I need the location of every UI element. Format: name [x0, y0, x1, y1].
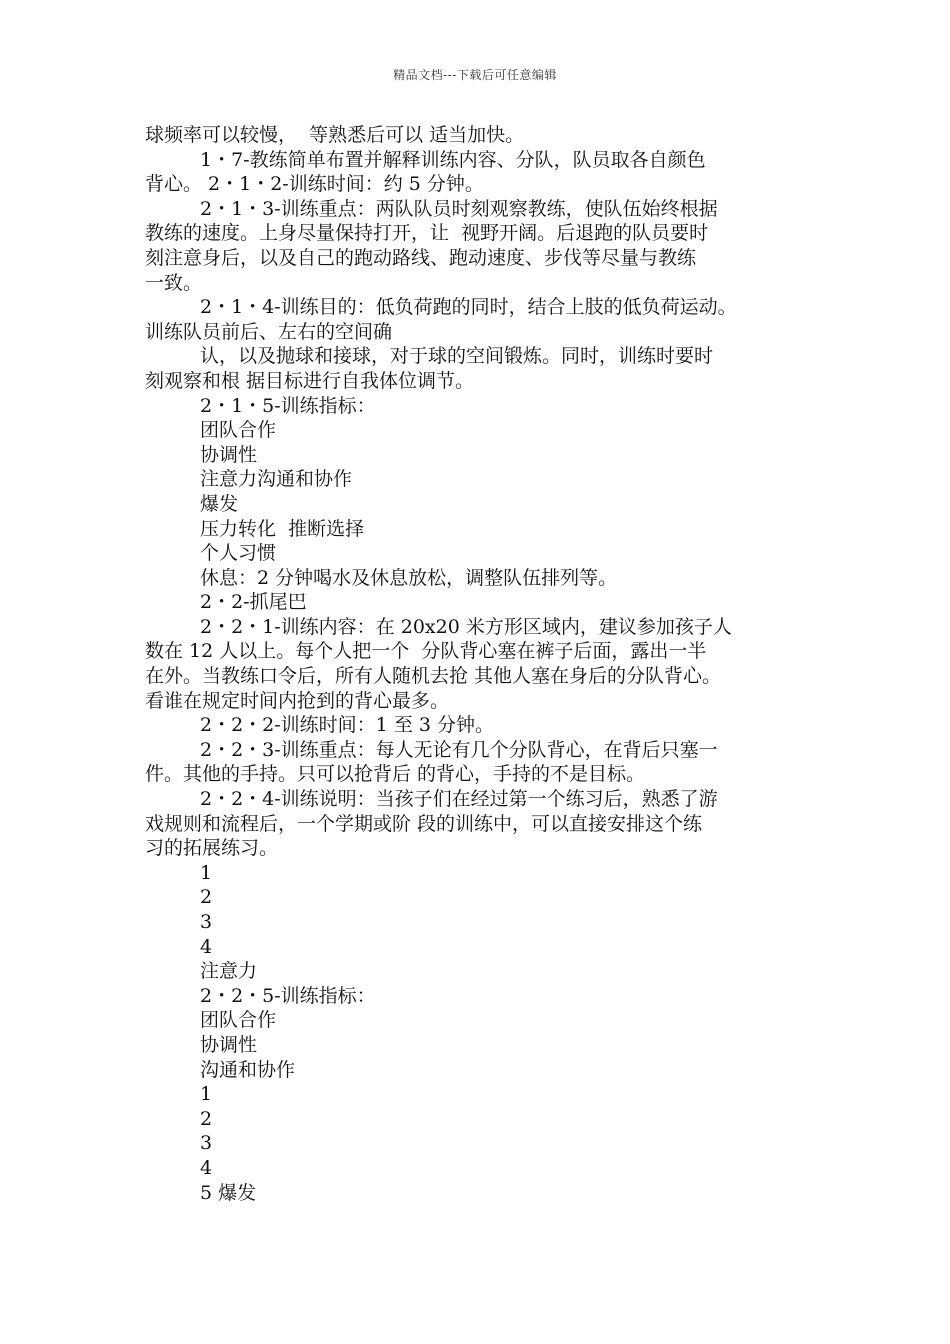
- text-line: 协调性: [200, 443, 258, 466]
- text-line: 注意力沟通和协作: [200, 468, 353, 491]
- text-line: 团队合作: [200, 1009, 277, 1032]
- text-line: 1: [200, 1083, 213, 1106]
- text-line: 戏规则和流程后，一个学期或阶 段的训练中，可以直接安排这个练: [145, 812, 703, 835]
- text-line: 2・1・5-训练指标：: [200, 394, 376, 417]
- text-line: 背心。 2・1・2-训练时间：约 5 分钟。: [145, 173, 484, 196]
- text-line: 件。其他的手持。只可以抢背后 的背心，手持的不是目标。: [145, 763, 646, 786]
- text-line: 看谁在规定时间内抢到的背心最多。: [145, 689, 450, 712]
- text-line: 2・2・4-训练说明：当孩子们在经过第一个练习后，熟悉了游: [200, 788, 718, 811]
- text-line: 注意力: [200, 960, 258, 983]
- text-line: 团队合作: [200, 419, 277, 442]
- text-line: 数在 12 人以上。每个人把一个 分队背心塞在裤子后面，露出一半: [145, 640, 707, 663]
- text-line: 沟通和协作: [200, 1058, 296, 1081]
- text-line: 4: [200, 1156, 213, 1179]
- text-line: 1・7-教练简单布置并解释训练内容、分队，队员取各自颜色: [200, 148, 706, 171]
- text-line: 2: [200, 886, 213, 909]
- text-line: 协调性: [200, 1033, 258, 1056]
- text-line: 在外。当教练口令后，所有人随机去抢 其他人塞在身后的分队背心。: [145, 665, 722, 688]
- page-header: 精品文档---下载后可任意编辑: [393, 68, 557, 82]
- text-line: 训练队员前后、左右的空间确: [145, 320, 393, 343]
- text-line: 2: [200, 1107, 213, 1130]
- text-line: 5 爆发: [200, 1181, 257, 1204]
- text-line: 一致。: [145, 271, 203, 294]
- text-line: 休息：2 分钟喝水及休息放松，调整队伍排列等。: [200, 566, 618, 589]
- text-line: 1: [200, 861, 213, 884]
- text-line: 刻注意身后，以及自己的跑动路线、跑动速度、步伐等尽量与教练: [145, 246, 697, 269]
- text-line: 习的拓展练习。: [145, 837, 279, 860]
- text-line: 2・2・1-训练内容：在 20x20 米方形区域内，建议参加孩子人: [200, 615, 732, 638]
- text-line: 教练的速度。上身尽量保持打开，让 视野开阔。后退跑的队员要时: [145, 222, 709, 245]
- text-line: 爆发: [200, 492, 239, 515]
- text-line: 2・2・2-训练时间：1 至 3 分钟。: [200, 714, 494, 737]
- text-line: 2・1・4-训练目的：低负荷跑的同时，结合上肢的低负荷运动。: [200, 296, 737, 319]
- text-line: 3: [200, 1132, 213, 1155]
- text-line: 压力转化 推断选择: [200, 517, 365, 540]
- text-line: 个人习惯: [200, 542, 277, 565]
- text-line: 刻观察和根 据目标进行自我体位调节。: [145, 369, 475, 392]
- text-line: 球频率可以较慢， 等熟悉后可以 适当加快。: [145, 124, 525, 146]
- text-line: 认，以及抛球和接球，对于球的空间锻炼。同时，训练时要时: [200, 345, 714, 368]
- text-line: 3: [200, 911, 213, 933]
- text-line: 2・2・3-训练重点：每人无论有几个分队背心，在背后只塞一: [200, 738, 718, 761]
- text-line: 2・1・3-训练重点：两队队员时刻观察教练，使队伍始终根据: [200, 197, 718, 220]
- document-body: [145, 123, 825, 1205]
- text-line: 4: [200, 935, 213, 958]
- text-line: 2・2-抓尾巴: [200, 591, 307, 614]
- text-line: 2・2・5-训练指标：: [200, 984, 376, 1007]
